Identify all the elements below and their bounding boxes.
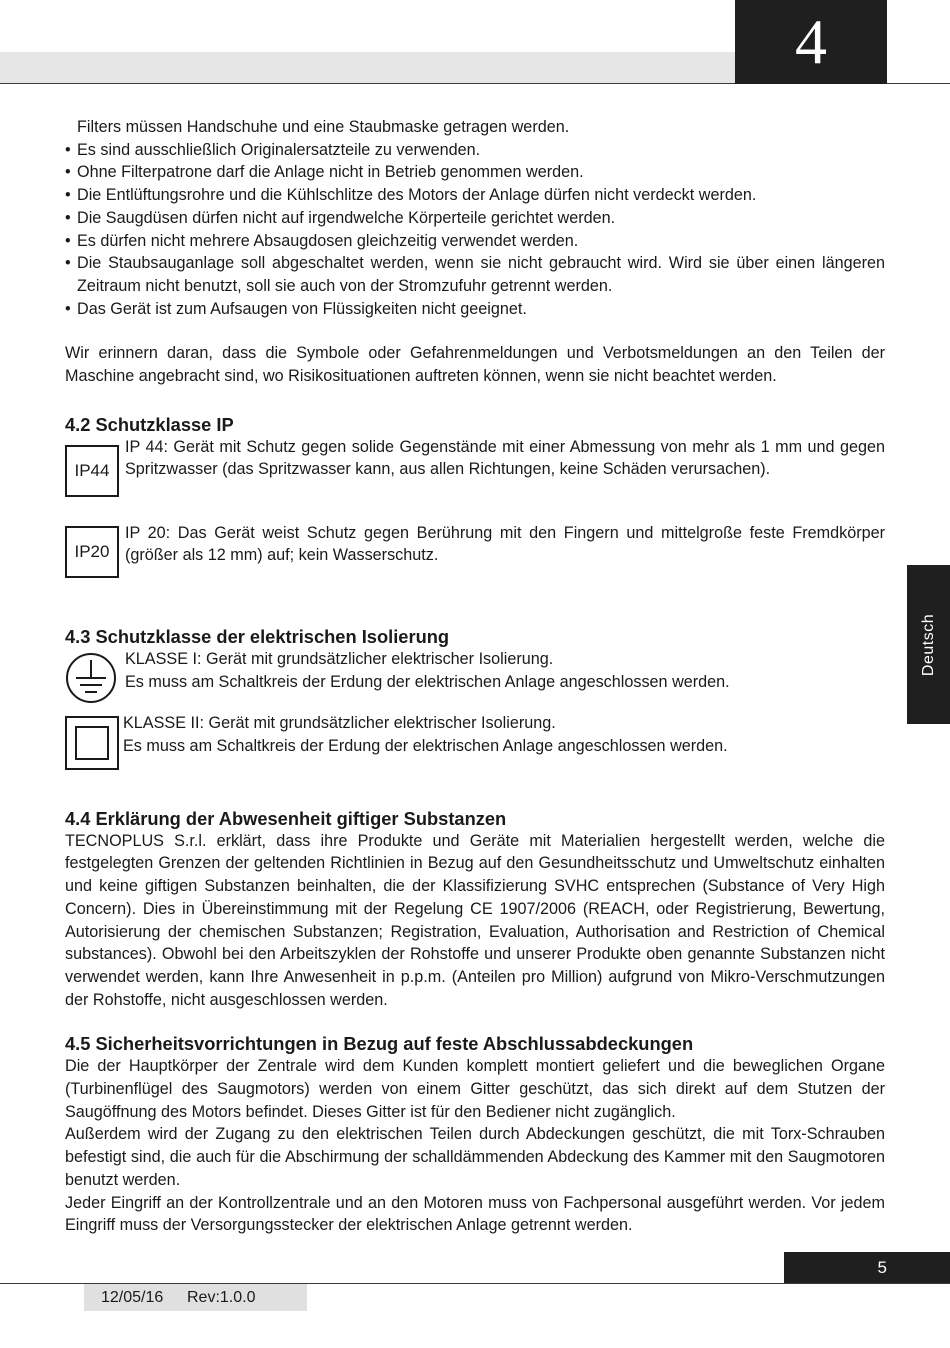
ip44-row: [65, 436, 885, 518]
chapter-number: 4: [735, 0, 887, 84]
header-band: [0, 52, 735, 84]
list-item: • Ohne Filterpatrone darf die Anlage nicht in Betrieb genommen werden.: [65, 161, 885, 184]
double-insulation-icon: [65, 716, 119, 770]
language-tab-label: Deutsch: [919, 613, 937, 676]
ip20-row: [65, 518, 885, 626]
reminder-paragraph: Wir erinnern daran, dass die Symbole oder Gefahrenmeldungen und Verbotsmeldungen an den Teilen der Maschine angebracht sind, wo Risikosituationen auftreten können, wenn sie nicht beachtet werden.: [65, 344, 885, 386]
list-item: • Das Gerät ist zum Aufsaugen von Flüssigkeiten nicht geeignet.: [65, 298, 885, 321]
bullet-glyph: •: [65, 299, 71, 318]
class2-row: [65, 712, 885, 808]
bullet-glyph: •: [65, 254, 71, 273]
list-item: • Es dürfen nicht mehrere Absaugdosen gleichzeitig verwendet werden.: [65, 230, 885, 253]
list-item: • Die Staubsauganlage soll abgeschaltet werden, wenn sie nicht gebraucht wird. Wird sie über einen längeren Zeitraum nicht benutzt, soll sie auch von der Stromzufuhr getrennt werden.: [65, 254, 885, 295]
footer-revision: Rev:1.0.0: [187, 1289, 256, 1306]
bullet-glyph: •: [65, 231, 71, 250]
bullet-glyph: •: [65, 163, 71, 182]
footer-date: 12/05/16: [101, 1289, 164, 1306]
bullet-glyph: •: [65, 208, 71, 227]
earth-ground-icon: [65, 652, 117, 704]
list-item: • Die Saugdüsen dürfen nicht auf irgendwelche Körperteile gerichtet werden.: [65, 207, 885, 230]
ip20-symbol: IP20: [65, 526, 119, 578]
ip20-description: IP 20: Das Gerät weist Schutz gegen Berührung mit den Fingern und mittelgroße feste Fremdkörper (größer als 12 mm) auf; kein Wasserschutz.: [125, 523, 885, 565]
section-heading-4-4: 4.4 Erklärung der Abwesenheit giftiger Substanzen: [65, 807, 507, 829]
header-rule: [887, 83, 950, 84]
section-heading-4-5: 4.5 Sicherheitsvorrichtungen in Bezug auf feste Abschlussabdeckungen: [65, 1033, 694, 1055]
page-number: 5: [784, 1252, 950, 1283]
ip44-description: IP 44: Gerät mit Schutz gegen solide Gegenstände mit einer Abmessung von mehr als 1 mm und gegen Spritzwasser (das Spritzwasser kann, aus allen Richtungen, keine Schäden verursachen).: [125, 437, 885, 479]
section-heading-4-2: 4.2 Schutzklasse IP: [65, 413, 234, 435]
language-tab: [907, 565, 950, 724]
list-item: • Die Entlüftungsrohre und die Kühlschlitze des Motors der Anlage dürfen nicht verdeckt werden.: [65, 184, 885, 207]
section-heading-4-3: 4.3 Schutzklasse der elektrischen Isolierung: [65, 625, 450, 647]
bullet-glyph: •: [65, 186, 71, 205]
list-item: • Es sind ausschließlich Originalersatzteile zu verwenden.: [65, 139, 885, 162]
list-item: Filters müssen Handschuhe und eine Staubmaske getragen werden.: [77, 118, 570, 136]
bullet-glyph: •: [65, 140, 71, 159]
class2-line2: Es muss am Schaltkreis der Erdung der elektrischen Anlage angeschlossen werden.: [123, 736, 728, 755]
class2-line1: KLASSE II: Gerät mit grundsätzlicher elektrischer Isolierung.: [123, 713, 556, 732]
section-4-5-para1: Die der Hauptkörper der Zentrale wird dem Kunden komplett montiert geliefert und die beweglichen Organe (Turbinenflügel des Saugmotors) werden von einem Gitter geschützt, das sich direkt auf dem Stutzen der Saugöffnung des Motors befindet. Dieses Gitter ist für den Bediener nicht zugänglich.: [65, 1057, 885, 1121]
safety-list: [65, 116, 885, 320]
footer-revision-band: [84, 1284, 307, 1311]
class1-line2: Es muss am Schaltkreis der Erdung der elektrischen Anlage angeschlossen werden.: [125, 672, 730, 691]
class1-row: [65, 648, 885, 712]
class1-line1: KLASSE I: Gerät mit grundsätzlicher elektrischer Isolierung.: [125, 649, 554, 668]
section-4-5-para3: Jeder Eingriff an der Kontrollzentrale und an den Motoren muss von Fachpersonal ausgeführt werden. Vor jedem Eingriff muss der Versorgungsstecker der elektrischen Anlage getrennt werden.: [65, 1193, 885, 1235]
section-4-5-para2: Außerdem wird der Zugang zu den elektrischen Teilen durch Abdeckungen geschützt, die mit Torx-Schrauben befestigt sind, die auch für die Abschirmung der schalldämmenden Abdeckung des Kammer mit den Saugmotoren benutzt werden.: [65, 1125, 885, 1189]
section-4-4-body: TECNOPLUS S.r.l. erklärt, dass ihre Produkte und Geräte mit Materialien hergestellt werden, welche die festgelegten Grenzen der geltenden Richtlinien in Bezug auf den Gesundheitsschutz und Umweltschutz einhalten und keine giftigen Substanzen beinhalten, die der Klassifizierung SVHC entsprechen (Substance of Very High Concern). Dies in Übereinstimmung mit der Regelung CE 1907/2006 (REACH, oder Registrierung, Bewertung, Autorisierung der chemischen Substanzen; Registration, Evaluation, Authorisation and Restriction of Chemical substances). Obwohl bei den Arbeitszyklen der Rohstoffe und unserer Produkte oben genannte Substanzen nicht verwendet werden, kann Ihre Anwesenheit in p.p.m. (Anteilen pro Million) aufgrund von Mikro-Verschmutzungen der Rohstoffe, nicht ausgeschlossen werden.: [65, 831, 885, 1009]
ip44-symbol: IP44: [65, 445, 119, 497]
page-content: [65, 116, 885, 1237]
